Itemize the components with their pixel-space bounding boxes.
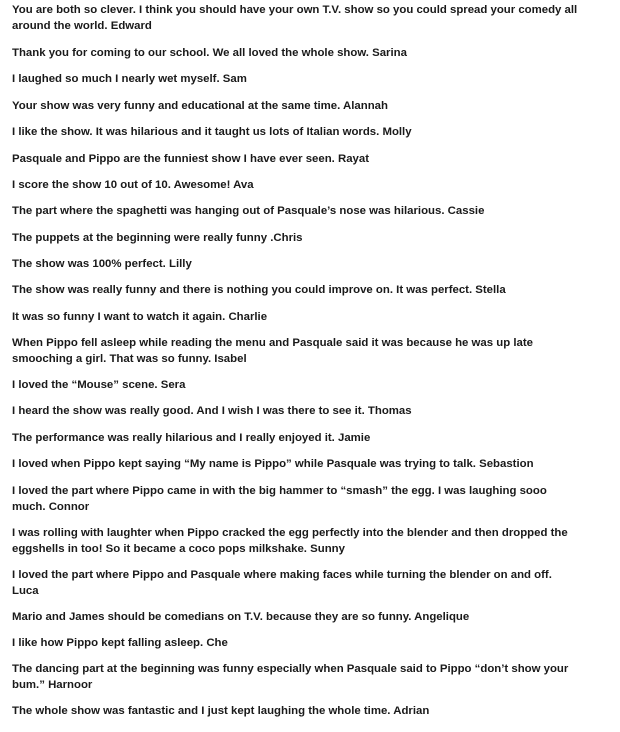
comment-line: I laughed so much I nearly wet myself. Sam [12,73,247,85]
comment-line: The whole show was fantastic and I just kept laughing the whole time. Adrian [12,705,430,717]
comment-line: Your show was very funny and educational at the same time. Alannah [12,100,388,112]
comment-line: The performance was really hilarious and I really enjoyed it. Jamie [12,432,371,444]
comment-line: I loved the part where Pippo came in with the big hammer to “smash” the egg. I was laughing sooo [12,485,547,497]
comment-line: The dancing part at the beginning was funny especially when Pasquale said to Pippo “don’t show your [12,663,569,675]
comment-line: You are both so clever. I think you should have your own T.V. show so you could spread your comedy all [12,4,578,16]
comment-line: It was so funny I want to watch it again. Charlie [12,311,268,323]
comment-line: I loved the part where Pippo and Pasquale where making faces while turning the blender on and off. [12,569,552,581]
comment-line: I like how Pippo kept falling asleep. Che [12,637,228,649]
comment-line: Pasquale and Pippo are the funniest show I have ever seen. Rayat [12,153,370,165]
comment-line: I like the show. It was hilarious and it taught us lots of Italian words. Molly [12,126,412,138]
comment-line: much. Connor [12,501,90,513]
comment-line: I score the show 10 out of 10. Awesome! Ava [12,179,254,191]
comments-document [12,0,612,732]
comment-line: I loved when Pippo kept saying “My name is Pippo” while Pasquale was trying to talk. Sebastion [12,458,534,470]
comment-line: around the world. Edward [12,20,152,32]
comment-line: I heard the show was really good. And I wish I was there to see it. Thomas [12,405,412,417]
comment-line: The part where the spaghetti was hanging out of Pasquale’s nose was hilarious. Cassie [12,205,485,217]
comment-line: Luca [12,585,39,597]
comment-line: smooching a girl. That was so funny. Isabel [12,353,247,365]
comment-line: eggshells in too! So it became a coco pops milkshake. Sunny [12,543,345,555]
comment-line: The show was really funny and there is nothing you could improve on. It was perfect. Stella [12,284,506,296]
comment-line: The show was 100% perfect. Lilly [12,258,192,270]
comment-line: The puppets at the beginning were really funny .Chris [12,232,303,244]
comment-line: Thank you for coming to our school. We all loved the whole show. Sarina [12,47,407,59]
comment-line: When Pippo fell asleep while reading the menu and Pasquale said it was because he was up late [12,337,533,349]
comment-line: I loved the “Mouse” scene. Sera [12,379,186,391]
comment-line: bum.” Harnoor [12,679,93,691]
comment-line: I was rolling with laughter when Pippo cracked the egg perfectly into the blender and then dropped the [12,527,568,539]
comment-line: Mario and James should be comedians on T.V. because they are so funny. Angelique [12,611,470,623]
